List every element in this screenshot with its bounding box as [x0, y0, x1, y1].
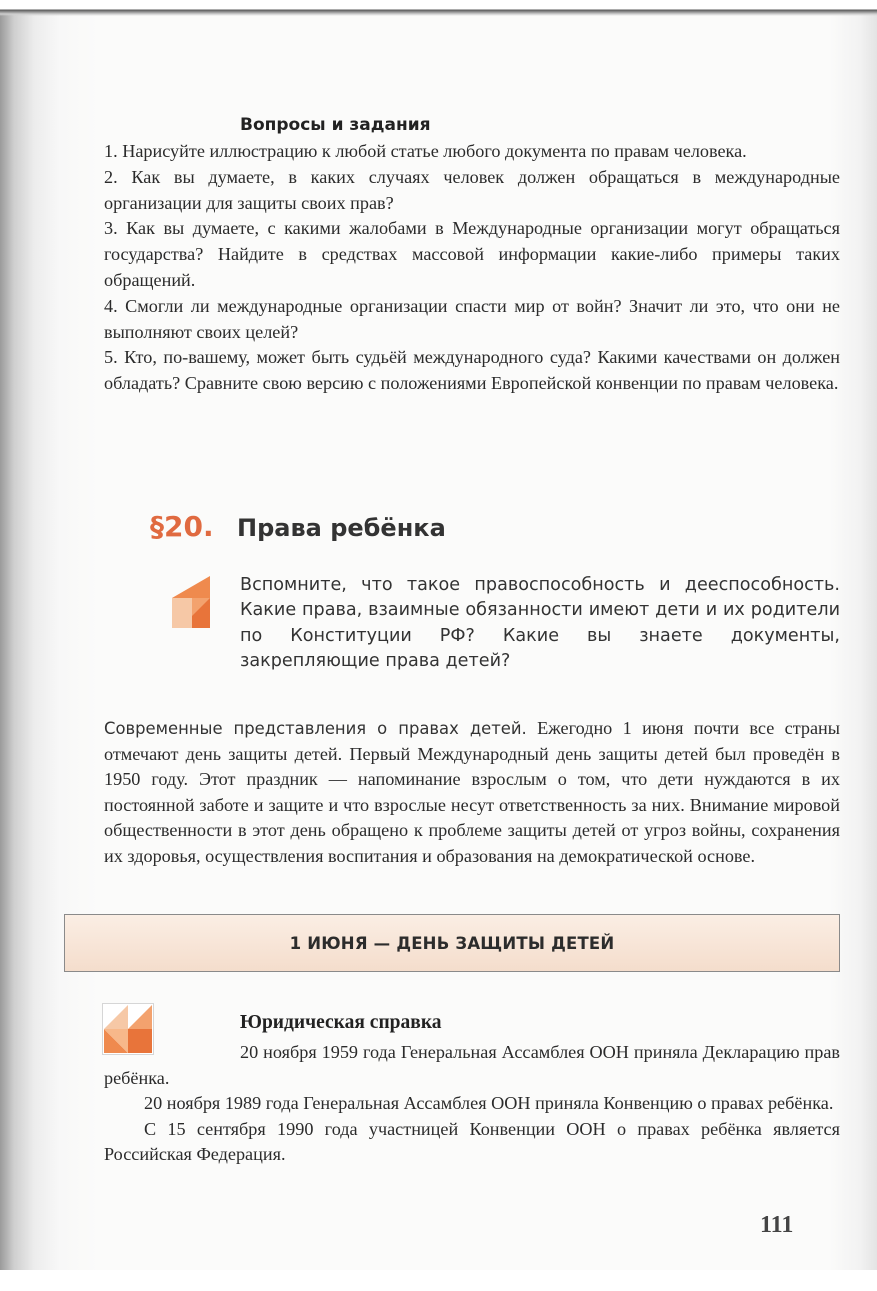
legal-paragraph: С 15 сентября 1990 года участницей Конвенции ООН о правах ребёнка является Российская Федерация.	[104, 1118, 840, 1165]
legal-note-title: Юридическая справка	[240, 1012, 442, 1033]
question-item: 5. Кто, по-вашему, может быть судьёй международного суда? Какими качествами он должен обладать? Сравните свою версию с положениями Европейской конвенции по правам человека.	[104, 347, 840, 394]
recall-prompt: Вспомните, что такое правоспособность и дееспособность. Какие права, взаимные обязанности имеют дети и их родители по Конституции РФ? Какие вы знаете документы, закрепляющие права детей?	[240, 575, 840, 672]
holiday-banner	[64, 914, 840, 972]
section-number: §20.	[150, 510, 214, 543]
legal-paragraph: 20 ноября 1989 года Генеральная Ассамблея ООН приняла Конвенцию о правах ребёнка.	[144, 1093, 834, 1114]
tangram-recall-icon	[172, 576, 212, 628]
questions-heading: Вопросы и задания	[240, 115, 431, 135]
question-item: 1. Нарисуйте иллюстрацию к любой статье любого документа по правам человека.	[104, 141, 747, 161]
section-title: Права ребёнка	[237, 514, 446, 542]
legal-paragraph: 20 ноября 1959 года Генеральная Ассамблея ООН приняла Декларацию прав ребёнка.	[104, 1042, 840, 1088]
page-top-edge	[0, 0, 877, 16]
banner-text: 1 ИЮНЯ — ДЕНЬ ЗАЩИТЫ ДЕТЕЙ	[289, 933, 615, 953]
legal-note	[104, 1040, 840, 1168]
body-text: Ежегодно 1 июня почти все страны отмечают день защиты детей. Первый Международный день защиты детей был проведён в 1950 году. Этот праздник — напоминание взрослым о том, что дети нуждаются в их постоянной заботе и защите и что взрослые несут ответственность за них. Внимание мировой общественности в этот день обращено к проблеме защиты детей от угроз войны, сохранения их здоровья, осуществления воспитания и образования на демократической основе.	[104, 718, 841, 866]
questions-list	[104, 139, 840, 397]
question-item: 3. Как вы думаете, с какими жалобами в Международные организации могут обращаться государства? Найдите в средствах массовой информации какие-либо примеры таких обращений.	[104, 218, 840, 290]
body-paragraph	[104, 716, 840, 870]
page-bottom-edge	[0, 1270, 877, 1291]
body-lead: Современные представления о правах детей.	[104, 719, 527, 738]
question-item: 2. Как вы думаете, в каких случаях человек должен обращаться в международные организации для защиты своих прав?	[104, 166, 840, 213]
question-item: 4. Смогли ли международные организации спасти мир от войн? Значит ли это, что они не выполняют своих целей?	[104, 295, 840, 342]
page-number: 111	[760, 1212, 794, 1238]
